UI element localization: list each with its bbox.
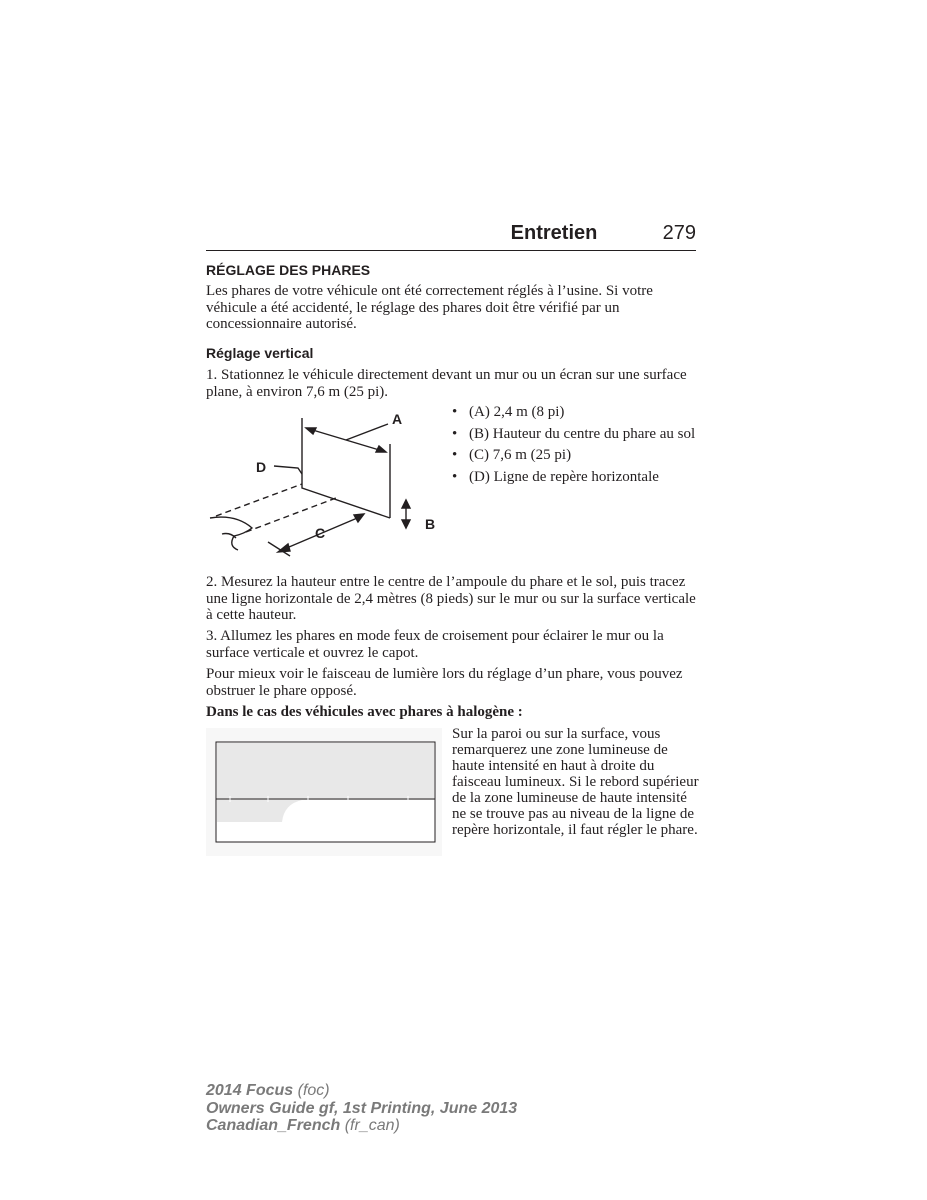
label-b: B: [425, 516, 436, 532]
beam-pattern-diagram: [206, 728, 442, 856]
page-header: [206, 222, 696, 251]
car-front: [210, 517, 252, 550]
step-3: 3. Allumez les phares en mode feux de croisement pour éclairer le mur ou la surface verticale et ouvrez le capot.: [206, 628, 664, 661]
page-footer: [206, 1082, 517, 1135]
label-c: C: [315, 525, 326, 541]
intro-paragraph: Les phares de votre véhicule ont été correctement réglés à l’usine. Si votre véhicule a été accidenté, le réglage des phares doit être vérifié par un concessionnaire autorisé.: [206, 283, 653, 332]
leader-d: [274, 466, 302, 474]
footer-line-2: Owners Guide gf, 1st Printing, June 2013: [206, 1099, 518, 1117]
leader-a: [346, 424, 388, 440]
headlight-aim-diagram: [206, 404, 446, 574]
bullet-symbol: •: [452, 425, 458, 442]
halogen-description: Sur la paroi ou sur la surface, vous remarquerez une zone lumineuse de haute intensité en haut à droite du faisceau lumineux. Si le rebord supérieur de la zone lumineuse de haute intensité ne se trouve pas au niveau de la ligne de repère horizontale, il faut régler le phare.: [452, 726, 699, 838]
legend-item-c: • (C) 7,6 m (25 pi): [452, 447, 572, 463]
tip-paragraph: Pour mieux voir le faisceau de lumière lors du réglage d’un phare, vous pouvez obstruer le phare opposé.: [206, 666, 683, 699]
wall-bottom-edge: [302, 484, 390, 518]
footer-line-1: 2014 Focus (foc): [206, 1082, 330, 1099]
beam-upper: [216, 484, 302, 516]
page-number: 279: [662, 222, 696, 244]
subheading: Réglage vertical: [206, 345, 314, 361]
bullet-symbol: •: [452, 468, 458, 485]
section-title: Entretien: [510, 222, 598, 244]
bullet-symbol: •: [452, 404, 458, 420]
legend-item-b: • (B) Hauteur du centre du phare au sol: [452, 425, 696, 442]
step-2: 2. Mesurez la hauteur entre le centre de l’ampoule du phare et le sol, puis tracez une ligne horizontale de 2,4 mètres (8 pieds) sur le mur ou sur la surface verticale à cette hauteur.: [206, 574, 696, 623]
section-heading: RÉGLAGE DES PHARES: [206, 262, 371, 278]
step-1: 1. Stationnez le véhicule directement devant un mur ou un écran sur une surface plane, à environ 7,6 m (25 pi).: [206, 367, 687, 400]
bullet-symbol: •: [452, 447, 458, 463]
legend-item-a: • (A) 2,4 m (8 pi): [452, 404, 565, 420]
light-zone: [217, 743, 434, 799]
diagram-legend: [452, 404, 702, 490]
legend-item-d: • (D) Ligne de repère horizontale: [452, 468, 659, 485]
halogen-heading: Dans le cas des véhicules avec phares à halogène :: [206, 704, 523, 720]
label-a: A: [392, 411, 403, 427]
footer-line-3: Canadian_French (fr_can): [206, 1117, 400, 1134]
label-d: D: [256, 459, 267, 475]
